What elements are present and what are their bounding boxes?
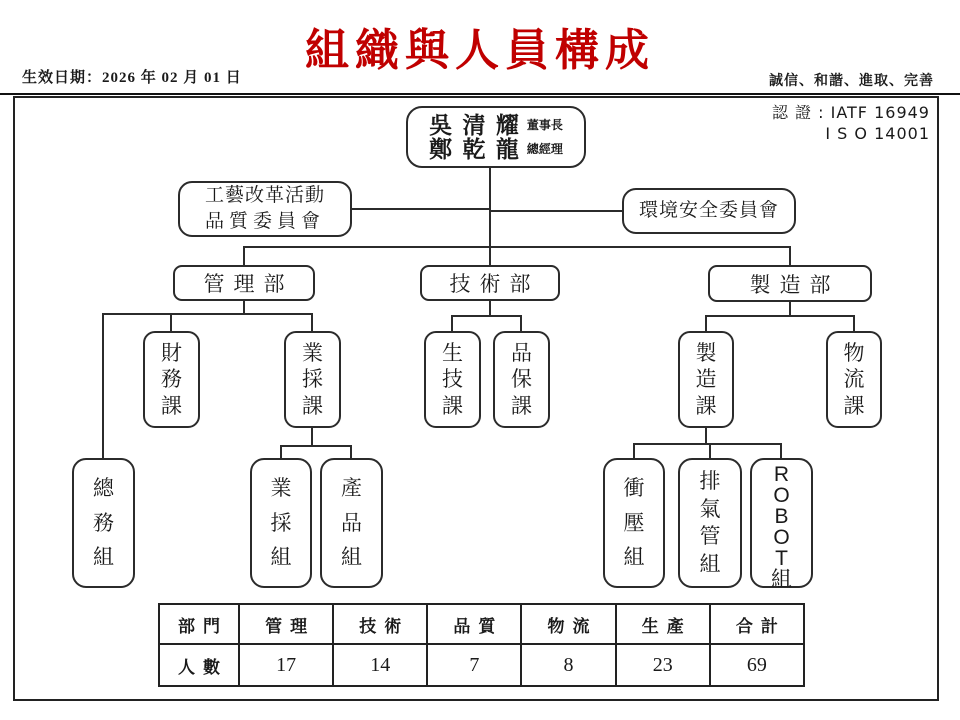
personnel-table [158,603,805,687]
node-char: 務 [161,368,182,391]
node-label: 技術部 [449,273,540,296]
node-char: 排 [699,469,721,493]
node-char: 課 [161,394,182,418]
node-char: 品 [341,511,362,535]
org-node-grp-stamping [603,458,665,588]
org-node-executives [406,106,586,168]
table-value-cell: 69 [710,644,804,686]
table-value-cell: 14 [333,644,427,686]
certifications [772,103,930,145]
org-node-sec-manufacturing [678,331,734,428]
org-node-dept-management [173,265,315,301]
table-header-cell: 技術 [333,604,427,644]
node-char: 務 [93,511,114,535]
node-char: 組 [623,546,645,570]
node-char: 課 [511,394,532,418]
connector-line [280,445,282,458]
connector-line [705,428,707,443]
node-char: 業 [302,341,323,365]
node-char: 生 [442,341,463,365]
connector-line [311,428,313,445]
table-value-cell: 17 [239,644,333,686]
table-header-cell: 品質 [427,604,521,644]
connector-line [705,315,707,331]
connector-line [789,301,791,315]
org-node-committee-quality [178,181,352,237]
node-char: B [774,505,789,528]
table-value-cell: 23 [616,644,710,686]
connector-line [489,168,491,265]
connector-line [853,315,855,331]
connector-line [633,443,635,458]
node-char: 採 [302,368,323,391]
general-manager-title: 總經理 [526,142,563,156]
general-manager-name: 鄭 乾 龍 [429,135,521,162]
connector-line [451,315,453,331]
chairman-name: 吳 清 耀 [429,111,521,138]
node-label: 環境安全委員會 [638,200,779,222]
connector-line [451,315,522,317]
node-char: 組 [771,568,792,591]
connector-line [352,208,490,210]
connector-line [311,313,313,331]
connector-line [489,301,491,315]
connector-line [170,313,172,331]
certification-iatf: 認 證 : IATF 16949 [771,103,930,122]
table-row-label: 人數 [159,644,239,686]
node-char: O [773,484,790,507]
node-char: 課 [302,394,323,418]
node-char: 保 [511,368,532,391]
node-label: 製造部 [749,273,840,297]
org-node-grp-exhaust-pipe [678,458,742,588]
node-char: 造 [695,368,717,391]
node-char: 技 [442,368,463,391]
org-node-grp-general-affairs [72,458,135,588]
table-header-cell: 合計 [710,604,804,644]
table-header-cell: 管理 [239,604,333,644]
node-char: 品 [511,341,532,365]
chairman-title: 董事長 [526,118,563,132]
chairman-row [429,111,563,138]
connector-line [490,210,622,212]
connector-line [633,443,782,445]
node-char: 組 [93,546,114,570]
connector-line [243,246,245,265]
org-node-sec-engineering [424,331,481,428]
table-value-cell: 7 [427,644,521,686]
node-char: R [773,463,790,486]
connector-line [350,445,352,458]
page-title: 組織與人員構成 [305,25,655,76]
node-char: 流 [843,368,865,391]
table-header-cell: 部門 [159,604,239,644]
node-char: 製 [695,341,717,365]
org-node-committee-env [622,188,796,234]
org-node-sec-sales-purchase [284,331,341,428]
node-char: 氣 [699,497,721,521]
table-header-cell: 生產 [616,604,710,644]
connector-line [102,313,104,458]
node-char: 課 [695,394,717,418]
org-node-grp-sales-purchase [250,458,312,588]
node-char: 產 [341,476,362,500]
certification-iso: I S O 14001 [825,123,930,143]
company-slogan: 誠信、和諧、進取、完善 [769,74,934,89]
connector-line [705,315,855,317]
node-char: 業 [270,476,292,500]
node-char: O [773,526,790,549]
connector-line [243,301,245,313]
general-manager-row [429,135,563,162]
node-char: 組 [699,553,721,577]
org-node-grp-robot [750,458,813,591]
org-node-sec-quality [493,331,550,428]
connector-line [789,246,791,265]
header-divider [0,93,960,95]
node-char: 物 [843,341,865,365]
node-char: 財 [161,341,182,365]
node-char: 壓 [623,511,645,535]
node-char: T [775,547,788,570]
connector-line [102,313,313,315]
node-char: 組 [270,546,292,570]
node-char: 總 [93,476,114,500]
org-node-grp-product [320,458,383,588]
org-node-sec-finance [143,331,200,428]
connector-line [520,315,522,331]
node-char: 組 [341,546,362,570]
connector-line [709,443,711,458]
node-char: 採 [270,511,292,535]
table-value-cell: 8 [521,644,615,686]
node-char: 管 [699,525,721,549]
node-label: 管理部 [203,273,294,296]
node-char: 課 [843,394,865,418]
connector-line [280,445,352,447]
node-char: 衝 [623,476,645,500]
node-label: 品質委員會 [204,211,325,232]
effective-date: 生效日期：2026 年 02 月 01 日 [22,70,242,86]
connector-line [780,443,782,458]
connector-line [243,246,791,248]
org-node-dept-manufacturing [708,265,872,302]
table-header-cell: 物流 [521,604,615,644]
node-char: 課 [442,394,463,418]
node-label: 工藝改革活動 [204,185,325,207]
org-node-sec-logistics [826,331,882,428]
org-node-dept-technology [420,265,560,301]
